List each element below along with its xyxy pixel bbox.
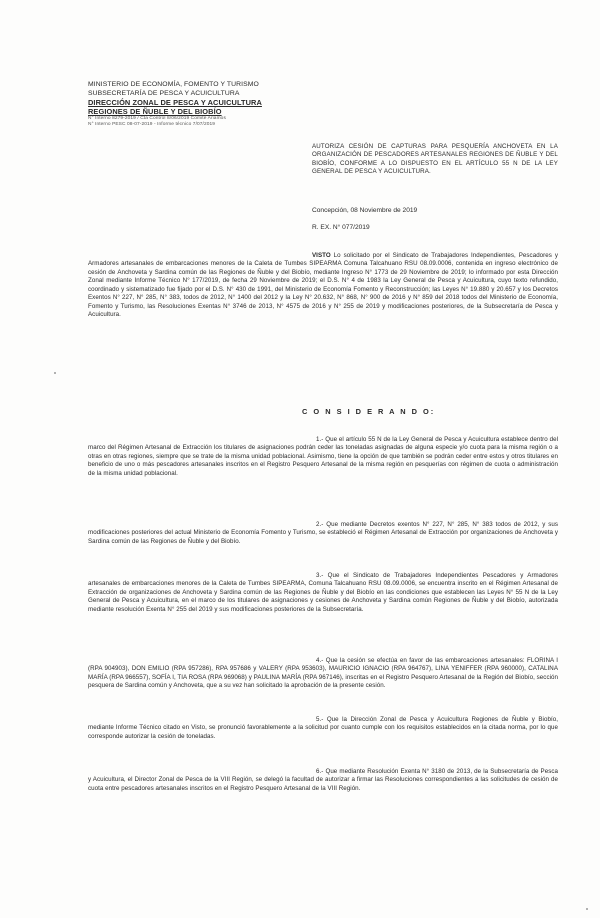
letterhead-ref-1: N° Interno 8279-2019 / Cta Control 8/06/2019 Comité Ariamos	[88, 116, 226, 121]
considerando-item-6	[88, 768, 558, 793]
resolution-subject: AUTORIZA CESIÓN DE CAPTURAS PARA PESQUERÍA ANCHOVETA EN LA ORGANIZACIÓN DE PESCADORES ARTESANALES REGIONES DE ÑUBLE Y DEL BIOBÍO, CONFORME A LO DISPUESTO EN EL ARTÍCULO 55 N DE LA LEY GENERAL DE PESCA Y ACUICULTURA.	[312, 143, 558, 176]
considerando-item-2	[88, 521, 558, 546]
scan-speck	[586, 908, 588, 910]
considerando-text-4: 4.- Que la cesión se efectúa en favor de las embarcaciones artesanales: FLORINA I (RPA 904903), DON EMILIO (RPA 957286), RPA 957686 y VALERY (RPA 953603), MAURICIO IGNACIO (RPA 964767), LINA YENIFFER (RPA 960000), CATALINA MARÍA (RPA 966557), SOFÍA I, TIA ROSA (RPA 969068) y PAULINA MARÍA (RPA 967146), inscritas en el Registro Pesquero Artesanal de la Región del Biobío, sección pesquera de Sardina común y Anchoveta, que a su vez han solicitado la aprobación de la presente cesión.	[88, 657, 558, 690]
considerando-item-3	[88, 572, 558, 614]
visto-lead: VISTO	[312, 252, 331, 259]
visto-paragraph	[88, 252, 558, 320]
letterhead-ministry: MINISTERIO DE ECONOMÍA, FOMENTO Y TURISMO	[88, 81, 259, 88]
considerando-heading: C O N S I D E R A N D O:	[302, 407, 436, 416]
letterhead-directorate: DIRECCIÓN ZONAL DE PESCA Y ACUICULTURA	[88, 98, 262, 107]
considerando-item-1	[88, 436, 558, 478]
letterhead-subsecretariat: SUBSECRETARÍA DE PESCA Y ACUICULTURA	[88, 90, 240, 97]
considerando-text-5: 5.- Que la Dirección Zonal de Pesca y Acuicultura Regiones de Ñuble y Biobío, mediante Informe Técnico citado en Visto, se pronunció favorablemente a la solicitud por cuanto cumple con los requisitos establecidos en la citada norma, por lo que corresponde autorizar la cesión de toneladas.	[88, 716, 558, 740]
considerando-item-4	[88, 657, 558, 691]
letterhead-ref-2: N° Interno PESC 08-07-2019 - Informe técnico 7/07/2019	[88, 122, 216, 127]
place-date: Concepción, 08 Noviembre de 2019	[312, 207, 418, 214]
scan-speck	[54, 372, 56, 374]
resolution-number: R. EX. N° 077/2019	[312, 224, 370, 231]
visto-text: Lo solicitado por el Sindicato de Trabajadores Independientes, Pescadores y Armadores artesanales de embarcaciones menores de la Caleta de Tumbes SIPEARMA Comuna Talcahuano RSU 08.09.0006, contenida en ingreso electrónico de cesión de Anchoveta y Sardina común de las Regiones de Ñuble y del Biobío, mediante Ingreso N° 1773 de 29 Noviembre de 2019; lo informado por esta Dirección Zonal mediante Informe Técnico N° 177/2019, de fecha 29 Noviembre de 2019; el D.S. N° 4 de 1983 la Ley General de Pesca y Acuicultura, cuyo texto refundido, coordinado y sistematizado fue fijado por el D.S. N° 430 de 1991, del Ministerio de Economía Fomento y Reconstrucción; las Leyes N° 19.880 y 20.657 y los Decretos Exentos N° 227, N° 285, N° 383, todos de 2012, N° 1400 del 2012 y la Ley N° 20.632, N° 868, N° 900 de 2016 y N° 859 del 2018 todos del Ministerio de Economía, Fomento y Turismo, las Resoluciones Exentas N° 3746 de 2013, N° 4575 de 2016 y N° 255 de 2019 y modificaciones posteriores, de la Subsecretaría de Pesca y Acuicultura.	[88, 252, 558, 319]
considerando-text-3: 3.- Que el Sindicato de Trabajadores Independientes Pescadores y Armadores artesanales de embarcaciones menores de la Caleta de Tumbes SIPEARMA, Comuna Talcahuano RSU 08.09.0006, se encuentra inscrito en el Régimen Artesanal de Extracción de organizaciones de Anchoveta y Sardina común de las Regiones de Ñuble y del Biobío en las condiciones que establecen las Leyes N° 55 N de la Ley General de Pesca y Acuicultura, en el marco de los titulares de asignaciones y cesiones de Anchoveta y Sardina común Regiones de Ñuble y del Biobío, autorizada mediante resolución Exenta N° 255 del 2019 y sus modificaciones posteriores de la Subsecretaría.	[88, 572, 558, 613]
considerando-item-5	[88, 716, 558, 741]
considerando-text-1: 1.- Que el artículo 55 N de la Ley General de Pesca y Acuicultura establece dentro del marco del Régimen Artesanal de Extracción los titulares de asignaciones podrán ceder las toneladas asignadas de alguna especie y/o cuota para la misma región o a otras en otras regiones, siempre que se trate de la misma unidad poblacional. Asimismo, tiene la opción de que también se podrán ceder entre estos y otros titulares en beneficio de uno o más pescadores artesanales inscritos en el Registro Pesquero Artesanal de la misma región en pesquerías con régimen de cuota o administración de la misma unidad poblacional.	[88, 436, 558, 477]
considerando-text-2: 2.- Que mediante Decretos exentos N° 227, N° 285, N° 383 todos de 2012, y sus modificaciones posteriores del actual Ministerio de Economía Fomento y Turismo, se estableció el Régimen Artesanal de Extracción por organizaciones de Anchoveta y Sardina común de las Regiones de Ñuble y del Biobío.	[88, 521, 558, 545]
letterhead	[88, 80, 328, 128]
considerando-text-6: 6.- Que mediante Resolución Exenta N° 3180 de 2013, de la Subsecretaría de Pesca y Acuicultura, el Director Zonal de Pesca de la VIII Región, se delegó la facultad de autorizar a firmar las Resoluciones correspondientes a las solicitudes de cesión de cuota entre pescadores artesanales inscritos en el Registro Pesquero Artesanal de la VIII Región.	[88, 768, 558, 792]
letterhead-regions: REGIONES DE ÑUBLE Y DEL BIOBÍO	[88, 107, 222, 116]
